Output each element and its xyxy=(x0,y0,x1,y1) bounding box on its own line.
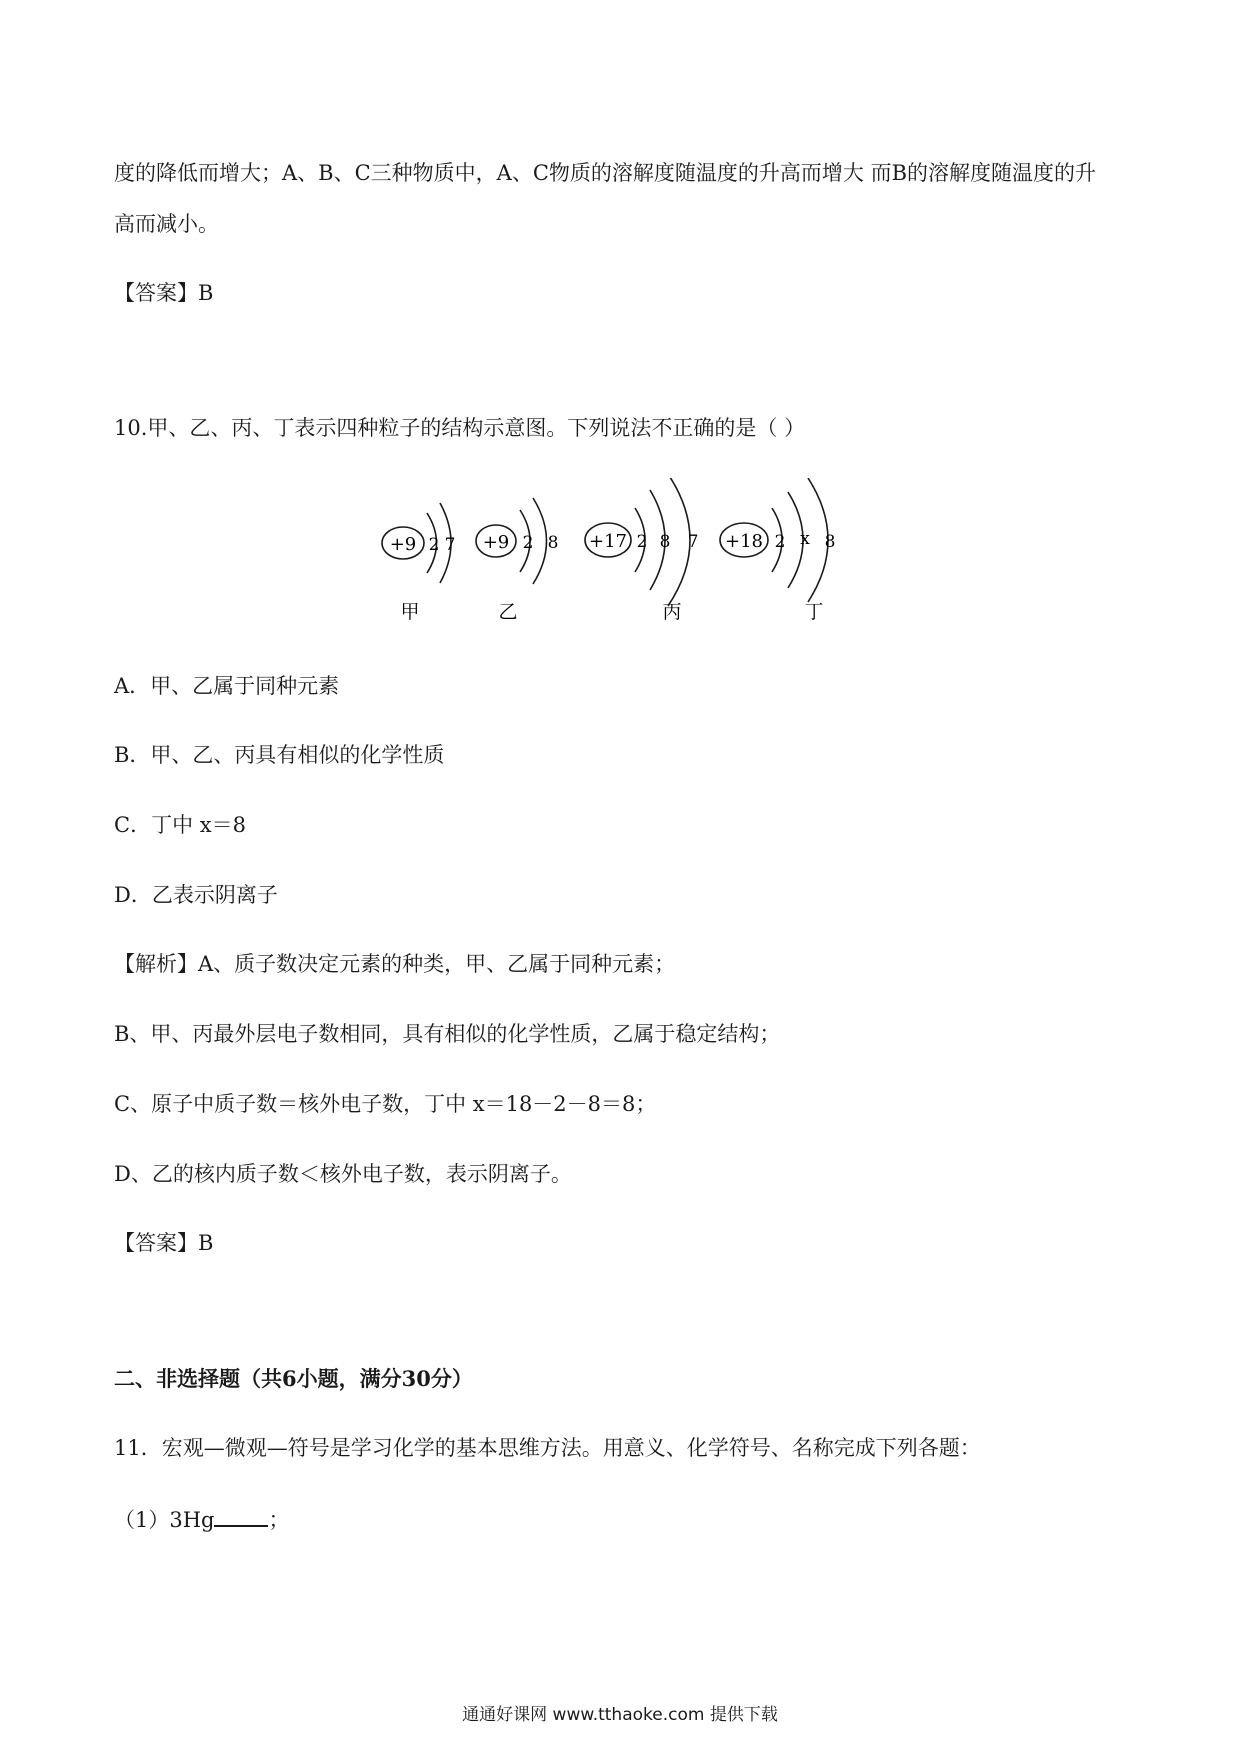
shell-electrons: 2 xyxy=(636,532,648,552)
shell-electrons: x xyxy=(800,529,810,549)
shell-electrons: 2 xyxy=(774,532,786,552)
electron-shell-arc xyxy=(533,498,547,584)
part-1-end: ； xyxy=(268,1508,290,1532)
particle-jia xyxy=(382,503,455,623)
particle-label: 甲 xyxy=(400,601,420,623)
particle-structure-diagram xyxy=(370,478,870,638)
question-11: 11．宏观—微观—符号是学习化学的基本思维方法。用意义、化学符号、名称完成下列各题： xyxy=(114,1436,981,1460)
nucleus-charge: +9 xyxy=(389,534,417,555)
nucleus-charge: +17 xyxy=(589,531,627,552)
section-heading: 二、非选择题（共6小题，满分30分） xyxy=(114,1366,473,1391)
particle-ding xyxy=(720,478,835,623)
particle-bing xyxy=(585,478,698,623)
particle-yi xyxy=(476,498,558,623)
part-1-label: （1）3Hg xyxy=(114,1508,215,1532)
analysis-line: D、乙的核内质子数＜核外电子数，表示阴离子。 xyxy=(114,1162,572,1186)
nucleus-charge: +18 xyxy=(725,531,763,552)
option-b: B．甲、乙、丙具有相似的化学性质 xyxy=(114,743,445,767)
particle-label: 乙 xyxy=(498,601,518,623)
option-d: D．乙表示阴离子 xyxy=(114,883,278,907)
nucleus-charge: +9 xyxy=(482,532,510,553)
answer-label: 【答案】B xyxy=(114,281,214,305)
shell-electrons: 8 xyxy=(659,532,671,552)
shell-electrons: 8 xyxy=(547,533,559,553)
analysis-line: C、原子中质子数＝核外电子数，丁中 x＝18－2－8＝8； xyxy=(114,1092,657,1116)
page-footer: 通通好课网 www.tthaoke.com 提供下载 xyxy=(462,1705,778,1725)
answer-blank[interactable] xyxy=(214,1503,268,1527)
shell-electrons: 7 xyxy=(444,535,456,555)
option-a: A．甲、乙属于同种元素 xyxy=(114,674,340,698)
analysis-line: 【解析】A、质子数决定元素的种类，甲、乙属于同种元素； xyxy=(114,952,676,976)
option-c: C．丁中 x＝8 xyxy=(114,813,246,837)
analysis-line: B、甲、丙最外层电子数相同，具有相似的化学性质，乙属于稳定结构； xyxy=(114,1022,781,1046)
shell-electrons: 7 xyxy=(687,532,699,552)
question-11-part-1 xyxy=(114,1503,289,1535)
paragraph-line: 度的降低而增大；A、B、C三种物质中，A、C物质的溶解度随温度的升高而增大 而B的溶解度随温度的升 xyxy=(114,161,1097,185)
shell-electrons: 8 xyxy=(824,532,836,552)
particle-label: 丙 xyxy=(662,601,682,623)
answer-label: 【答案】B xyxy=(114,1231,214,1255)
shell-electrons: 2 xyxy=(428,535,440,555)
question-10: 10.甲、乙、丙、丁表示四种粒子的结构示意图。下列说法不正确的是（ ） xyxy=(114,416,806,440)
shell-electrons: 2 xyxy=(522,533,534,553)
particle-label: 丁 xyxy=(804,601,824,623)
paragraph-line: 高而减小。 xyxy=(114,212,219,236)
